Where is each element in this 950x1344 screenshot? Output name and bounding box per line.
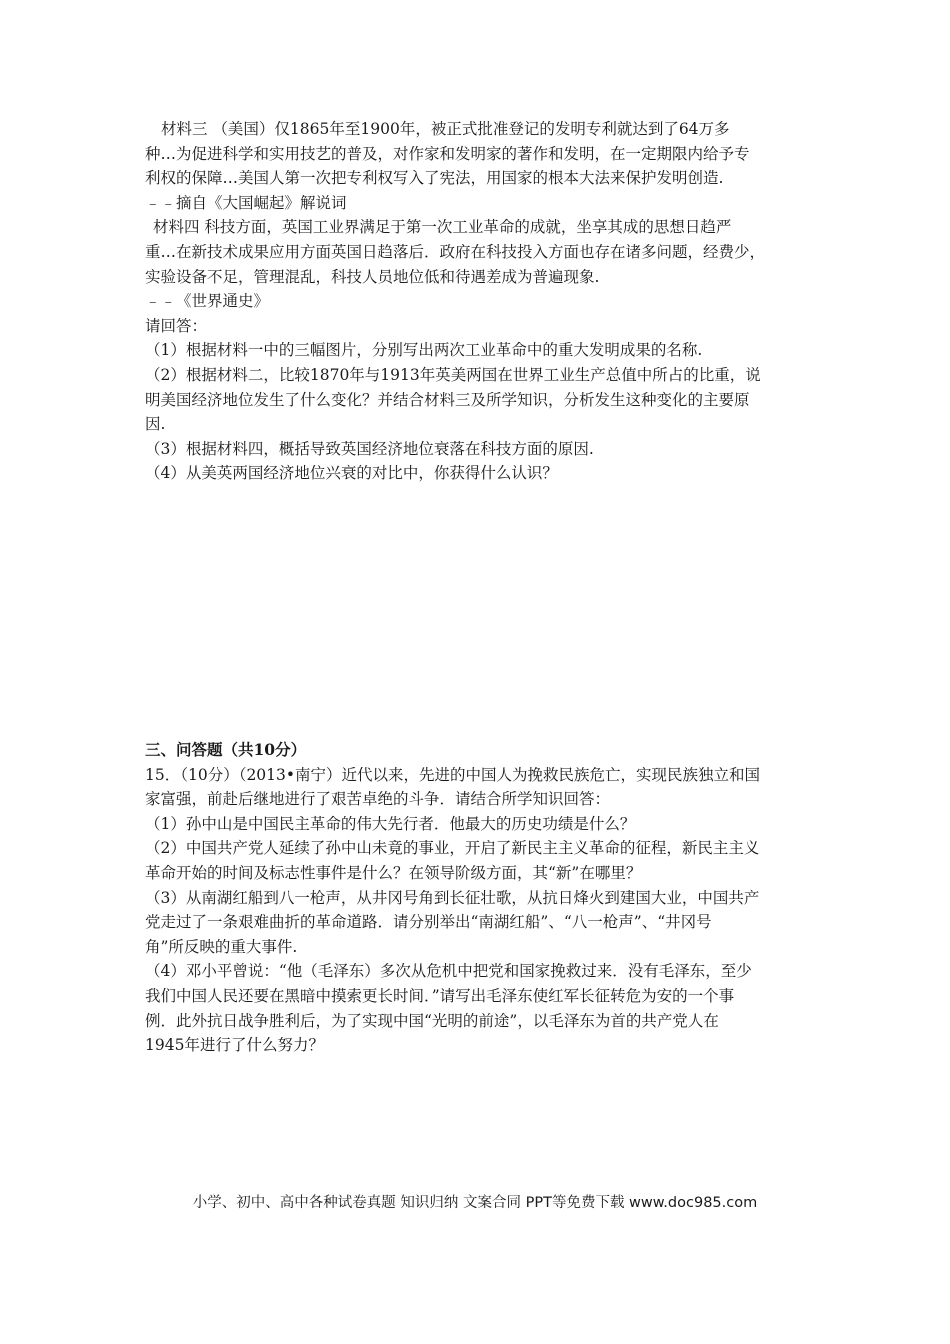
q15-sub-2-line-1: （2）中国共产党人延续了孙中山未竟的事业，开启了新民主主义革命的征程，新民主主义 [145, 839, 760, 858]
question-2-line-3: 因. [145, 415, 166, 434]
material-three-line-1: 材料三 （美国）仅1865年至1900年，被正式批准登记的发明专利就达到了64万多 [161, 120, 730, 138]
q15-sub-2-line-2: 革命开始的时间及标志性事件是什么？在领导阶级方面，其“新”在哪里？ [145, 863, 642, 882]
material-four-source: ﹣﹣《世界通史》 [145, 292, 270, 311]
section-three-title: 三、问答题（共10分） [145, 740, 307, 759]
question-2-line-2: 明美国经济地位发生了什么变化？并结合材料三及所学知识，分析发生这种变化的主要原 [145, 390, 750, 409]
q15-sub-4-line-2: 我们中国人民还要在黑暗中摸索更长时间．”请写出毛泽东使红军长征转危为安的一个事 [145, 986, 735, 1005]
material-four-line-2: 重…在新技术成果应用方面英国日趋落后．政府在科技投入方面也存在诸多问题，经费少， [145, 242, 766, 261]
material-block [145, 117, 810, 486]
material-three-line-2: 种…为促进科学和实用技艺的普及，对作家和发明家的著作和发明，在一定期限内给予专 [145, 144, 750, 163]
q15-sub-3-line-3: 角”所反映的重大事件. [145, 937, 298, 956]
q15-sub-4-line-4: 1945年进行了什么努力？ [145, 1036, 324, 1055]
footer-text: 小学、初中、高中各种试卷真题 知识归纳 文案合同 PPT等免费下载 www.doc985.com [192, 1195, 758, 1211]
q15-line-1: 15．（10分）（2013•南宁）近代以来，先进的中国人为挽救民族危亡，实现民族独立和国 [145, 765, 761, 784]
q15-line-2: 家富强，前赴后继地进行了艰苦卓绝的斗争．请结合所学知识回答： [145, 790, 611, 809]
please-answer-label: 请回答： [145, 316, 208, 335]
question-2-line-1: （2）根据材料二，比较1870年与1913年英美两国在世界工业生产总值中所占的比重，说 [145, 365, 761, 384]
material-four-line-1: 材料四 科技方面，英国工业界满足于第一次工业革命的成就，坐享其成的思想日趋严 [153, 218, 732, 237]
q15-sub-4-line-1: （4）邓小平曾说：“他（毛泽东）多次从危机中把党和国家挽救过来．没有毛泽东，至少 [145, 962, 752, 981]
question-3: （3）根据材料四，概括导致英国经济地位衰落在科技方面的原因. [145, 439, 594, 458]
material-three-line-3: 利权的保障…美国人第一次把专利权写入了宪法，用国家的根本大法来保护发明创造. [145, 169, 724, 188]
question-1: （1）根据材料一中的三幅图片，分别写出两次工业革命中的重大发明成果的名称. [145, 341, 703, 360]
q15-sub-3-line-2: 党走过了一条艰难曲折的革命道路．请分别举出“南湖红船”、“八一枪声”、“井冈号 [145, 913, 712, 932]
q15-sub-4-line-3: 例．此外抗日战争胜利后，为了实现中国“光明的前途”，以毛泽东为首的共产党人在 [145, 1011, 719, 1030]
material-four-line-3: 实验设备不足，管理混乱，科技人员地位低和待遇差成为普遍现象. [145, 267, 600, 286]
section-three [145, 738, 810, 1058]
q15-sub-3-line-1: （3）从南湖红船到八一枪声，从井冈号角到长征壮歌，从抗日烽火到建国大业，中国共产 [145, 888, 760, 907]
question-4: （4）从美英两国经济地位兴衰的对比中，你获得什么认识？ [145, 464, 558, 483]
material-three-source: ﹣﹣摘自《大国崛起》解说词 [145, 193, 347, 212]
q15-sub-1: （1）孙中山是中国民主革命的伟大先行者．他最大的历史功绩是什么？ [145, 814, 636, 833]
